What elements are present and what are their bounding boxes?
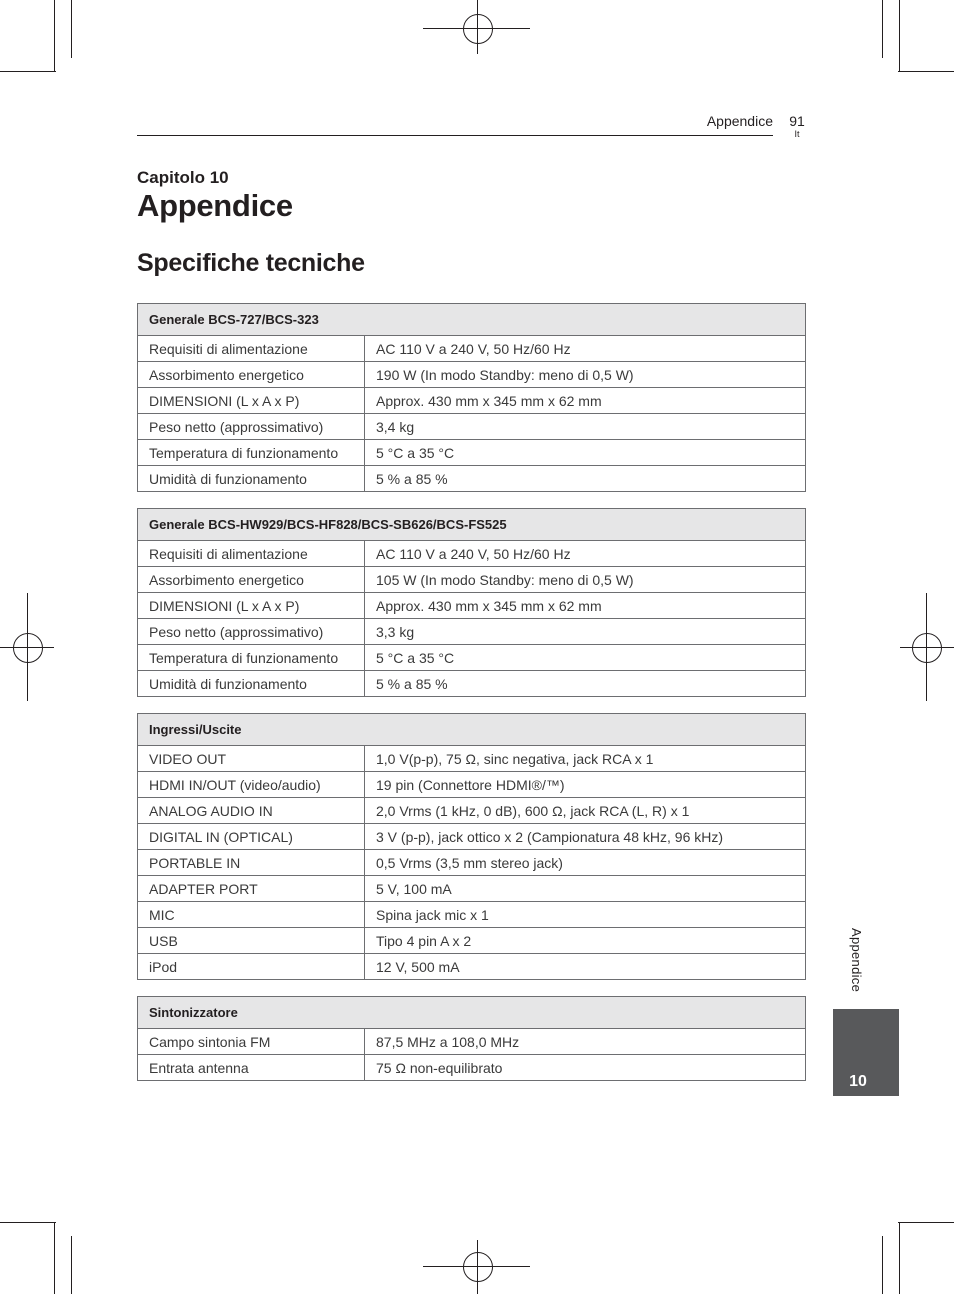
- chapter-tab-number: 10: [849, 1073, 867, 1090]
- registration-mark: [13, 633, 43, 663]
- table-row: [138, 850, 806, 876]
- spec-label: Temperatura di funzionamento: [138, 440, 365, 466]
- crop-mark: [71, 0, 72, 58]
- table-row: [138, 1029, 806, 1055]
- table-heading: Ingressi/Uscite: [138, 714, 806, 746]
- table-row: [138, 362, 806, 388]
- crop-mark: [0, 1222, 56, 1223]
- spec-value: Approx. 430 mm x 345 mm x 62 mm: [365, 388, 806, 414]
- spec-value: 0,5 Vrms (3,5 mm stereo jack): [365, 850, 806, 876]
- spec-value: 3,4 kg: [365, 414, 806, 440]
- spec-table-general-2: [137, 508, 806, 697]
- spec-label: HDMI IN/OUT (video/audio): [138, 772, 365, 798]
- spec-value: AC 110 V a 240 V, 50 Hz/60 Hz: [365, 336, 806, 362]
- registration-mark: [463, 14, 493, 44]
- spec-value: 5 °C a 35 °C: [365, 645, 806, 671]
- table-row: [138, 593, 806, 619]
- spec-value: 3 V (p-p), jack ottico x 2 (Campionatura 48 kHz, 96 kHz): [365, 824, 806, 850]
- table-row: [138, 414, 806, 440]
- table-row: [138, 1055, 806, 1081]
- spec-label: DIGITAL IN (OPTICAL): [138, 824, 365, 850]
- crop-mark: [54, 0, 55, 72]
- crop-mark: [899, 1222, 900, 1294]
- spec-value: 19 pin (Connettore HDMI®/™): [365, 772, 806, 798]
- spec-value: 5 % a 85 %: [365, 466, 806, 492]
- running-header-section: Appendice: [706, 113, 773, 129]
- spec-value: 1,0 V(p-p), 75 Ω, sinc negativa, jack RCA x 1: [365, 746, 806, 772]
- crop-mark: [898, 71, 954, 72]
- spec-label: Umidità di funzionamento: [138, 671, 365, 697]
- side-section-label: Appendice: [849, 928, 864, 993]
- table-row: [138, 645, 806, 671]
- spec-value: AC 110 V a 240 V, 50 Hz/60 Hz: [365, 541, 806, 567]
- table-row: [138, 336, 806, 362]
- spec-label: ANALOG AUDIO IN: [138, 798, 365, 824]
- crop-mark: [71, 1236, 72, 1294]
- table-row: [138, 619, 806, 645]
- spec-label: Assorbimento energetico: [138, 567, 365, 593]
- crop-mark: [899, 0, 900, 72]
- table-row: [138, 466, 806, 492]
- spec-value: Tipo 4 pin A x 2: [365, 928, 806, 954]
- table-heading: Generale BCS-HW929/BCS-HF828/BCS-SB626/BCS-FS525: [138, 509, 806, 541]
- spec-label: Entrata antenna: [138, 1055, 365, 1081]
- table-heading-row: [138, 509, 806, 541]
- spec-value: 5 % a 85 %: [365, 671, 806, 697]
- spec-table-tuner: [137, 996, 806, 1081]
- spec-label: Temperatura di funzionamento: [138, 645, 365, 671]
- spec-value: 5 °C a 35 °C: [365, 440, 806, 466]
- table-heading: Sintonizzatore: [138, 997, 806, 1029]
- table-heading-row: [138, 997, 806, 1029]
- spec-value: 3,3 kg: [365, 619, 806, 645]
- table-heading: Generale BCS-727/BCS-323: [138, 304, 806, 336]
- language-code: It: [794, 129, 800, 139]
- crop-mark: [54, 1222, 55, 1294]
- spec-value: Approx. 430 mm x 345 mm x 62 mm: [365, 593, 806, 619]
- spec-label: DIMENSIONI (L x A x P): [138, 593, 365, 619]
- table-row: [138, 928, 806, 954]
- spec-value: 105 W (In modo Standby: meno di 0,5 W): [365, 567, 806, 593]
- spec-value: Spina jack mic x 1: [365, 902, 806, 928]
- chapter-label: Capitolo 10: [137, 168, 229, 187]
- spec-label: Campo sintonia FM: [138, 1029, 365, 1055]
- chapter-title: Appendice: [137, 188, 293, 223]
- registration-mark: [912, 633, 942, 663]
- table-row: [138, 902, 806, 928]
- spec-label: USB: [138, 928, 365, 954]
- header-rule: [137, 135, 773, 136]
- spec-value: 5 V, 100 mA: [365, 876, 806, 902]
- spec-label: Peso netto (approssimativo): [138, 619, 365, 645]
- table-row: [138, 772, 806, 798]
- table-row: [138, 388, 806, 414]
- spec-label: MIC: [138, 902, 365, 928]
- table-heading-row: [138, 714, 806, 746]
- table-row: [138, 824, 806, 850]
- spec-label: Assorbimento energetico: [138, 362, 365, 388]
- table-row: [138, 798, 806, 824]
- spec-label: DIMENSIONI (L x A x P): [138, 388, 365, 414]
- table-row: [138, 954, 806, 980]
- crop-mark: [882, 0, 883, 58]
- registration-mark: [463, 1252, 493, 1282]
- table-row: [138, 567, 806, 593]
- spec-value: 2,0 Vrms (1 kHz, 0 dB), 600 Ω, jack RCA (L, R) x 1: [365, 798, 806, 824]
- spec-value: 75 Ω non-equilibrato: [365, 1055, 806, 1081]
- spec-label: Requisiti di alimentazione: [138, 336, 365, 362]
- page-number: 91: [789, 113, 805, 129]
- table-heading-row: [138, 304, 806, 336]
- spec-value: 87,5 MHz a 108,0 MHz: [365, 1029, 806, 1055]
- crop-mark: [898, 1222, 954, 1223]
- chapter-tab: [833, 1009, 899, 1096]
- spec-table-io: [137, 713, 806, 980]
- spec-label: Requisiti di alimentazione: [138, 541, 365, 567]
- spec-label: iPod: [138, 954, 365, 980]
- spec-table-general-1: [137, 303, 806, 492]
- spec-label: Peso netto (approssimativo): [138, 414, 365, 440]
- spec-label: Umidità di funzionamento: [138, 466, 365, 492]
- crop-mark: [0, 71, 56, 72]
- table-row: [138, 876, 806, 902]
- spec-label: ADAPTER PORT: [138, 876, 365, 902]
- section-title: Specifiche tecniche: [137, 249, 365, 277]
- crop-mark: [882, 1236, 883, 1294]
- table-row: [138, 541, 806, 567]
- spec-value: 190 W (In modo Standby: meno di 0,5 W): [365, 362, 806, 388]
- table-row: [138, 746, 806, 772]
- spec-label: VIDEO OUT: [138, 746, 365, 772]
- spec-value: 12 V, 500 mA: [365, 954, 806, 980]
- table-row: [138, 671, 806, 697]
- spec-label: PORTABLE IN: [138, 850, 365, 876]
- table-row: [138, 440, 806, 466]
